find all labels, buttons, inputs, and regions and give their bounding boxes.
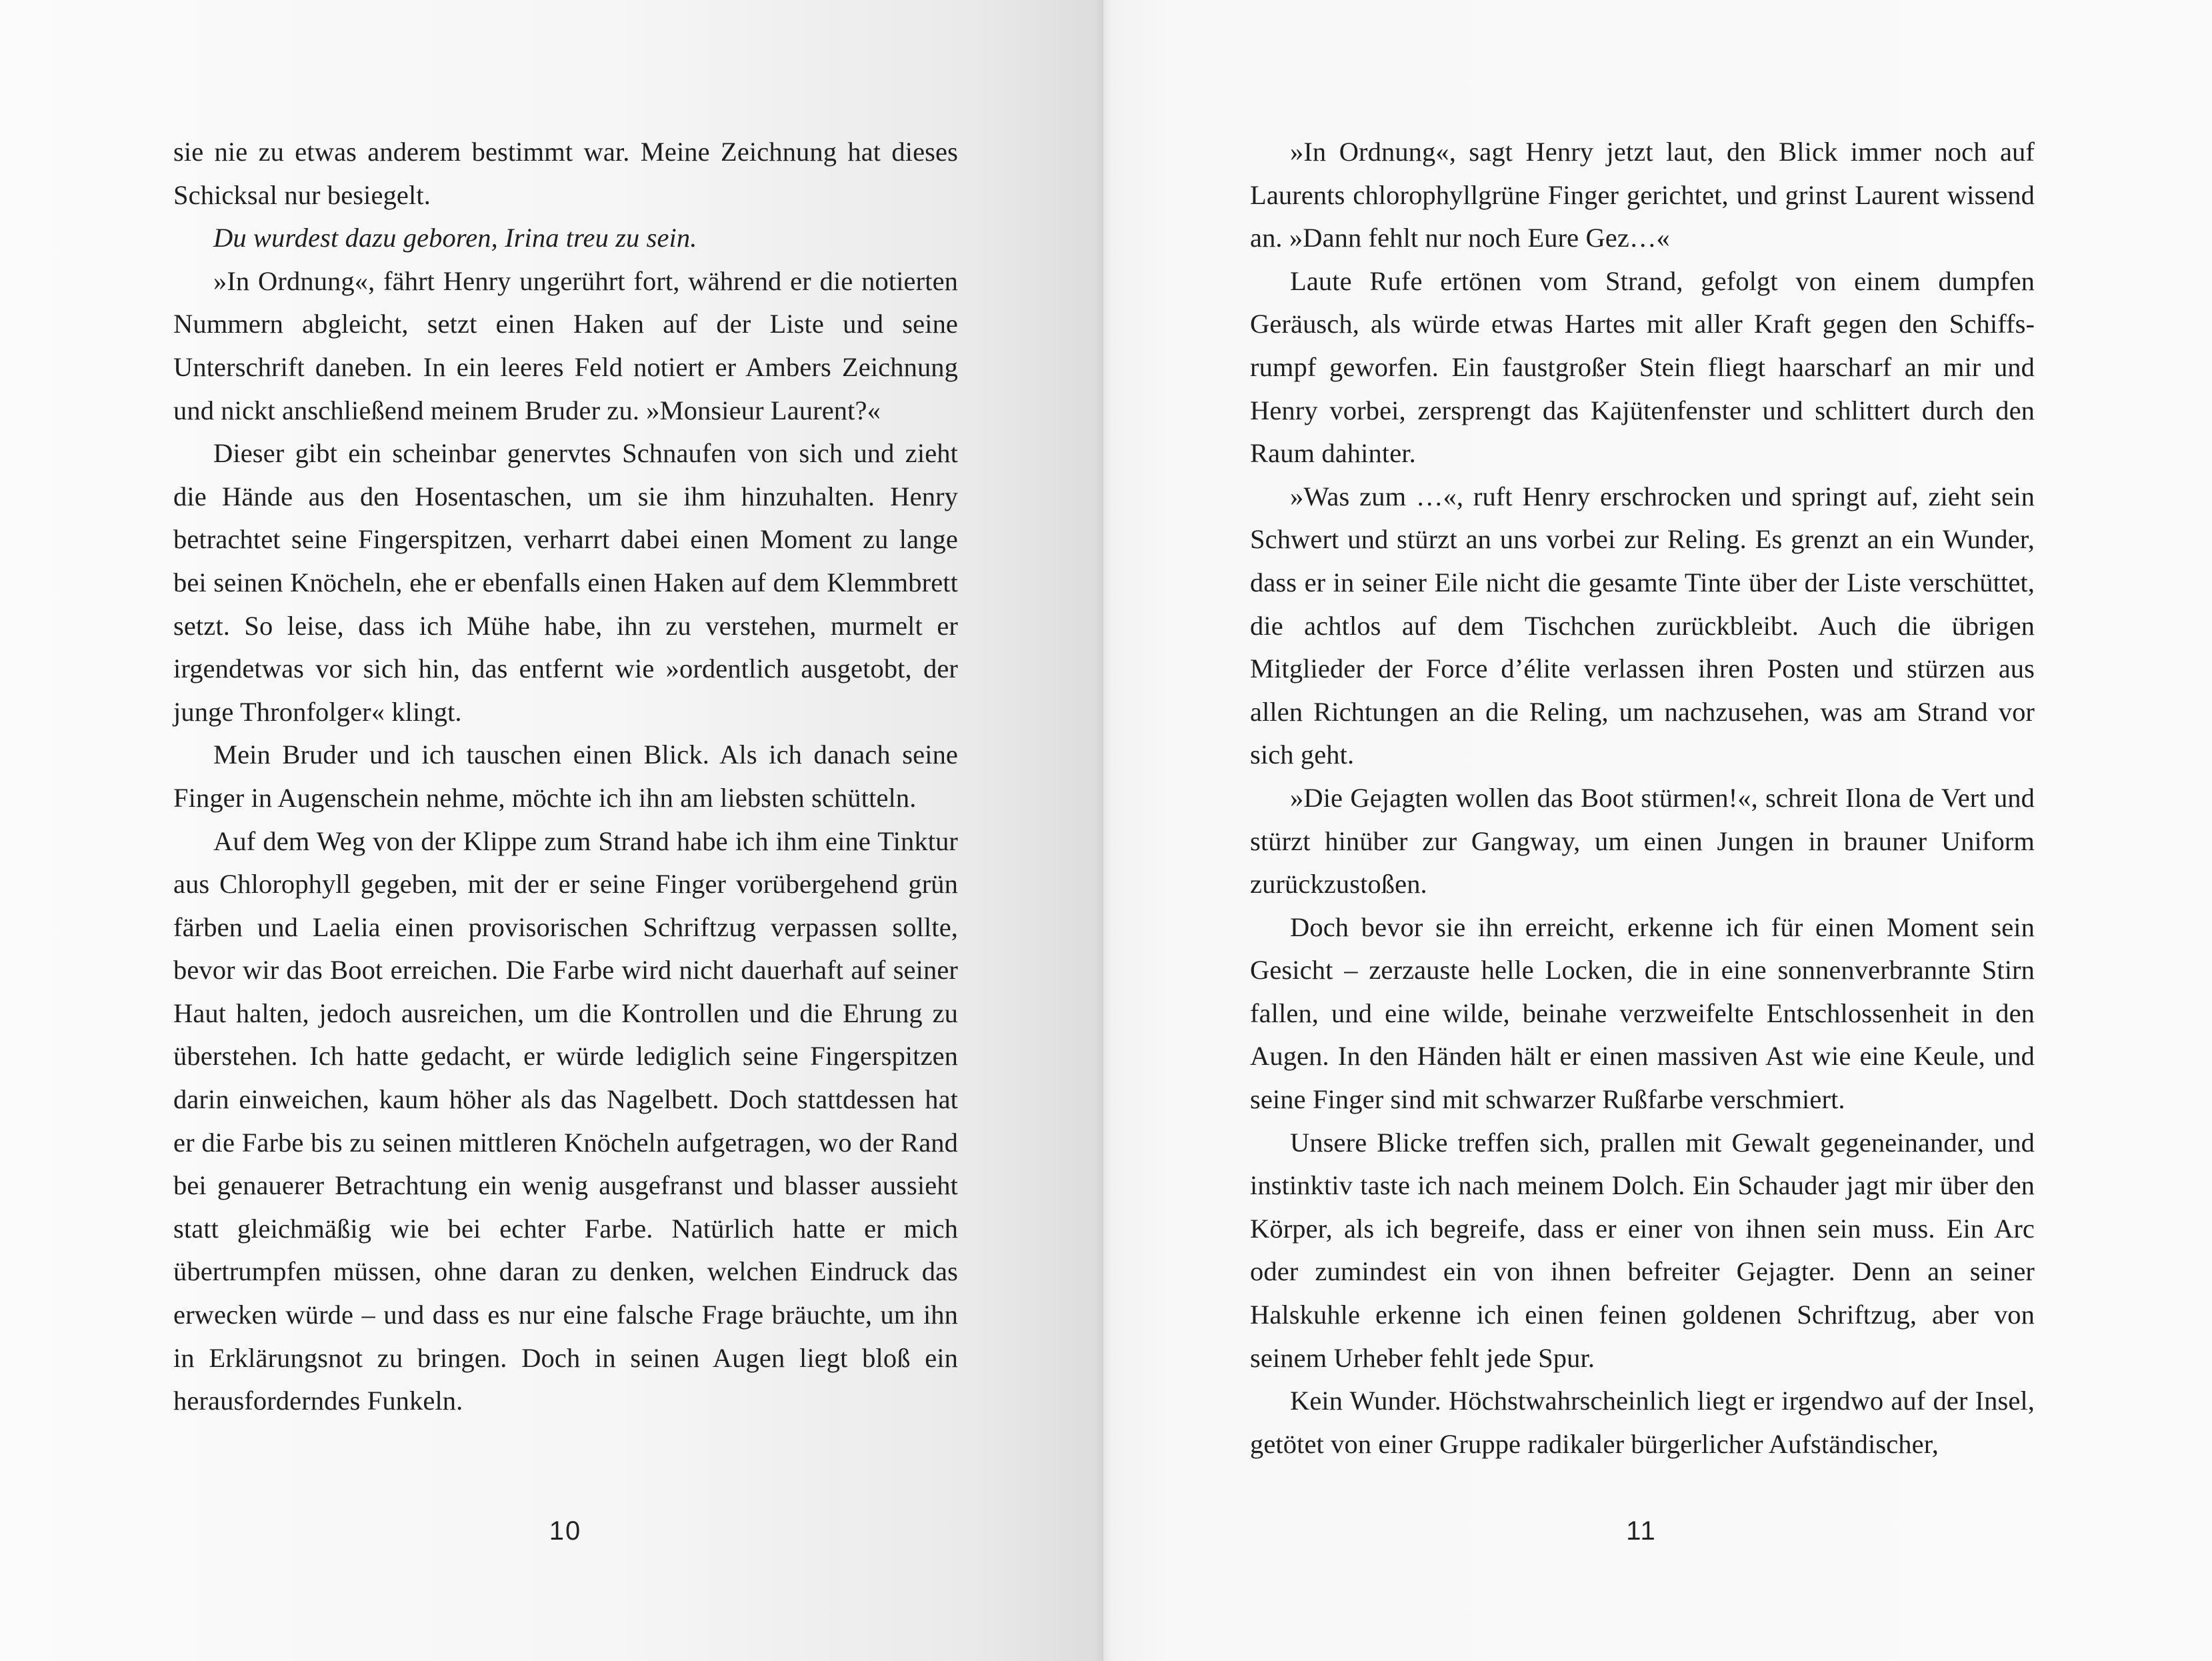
paragraph: »In Ordnung«, fährt Henry ungerührt fort, während er die notierten Nummern abgleicht, setzt einen Haken auf der Liste und seine Unterschrift daneben. In ein leeres Feld notiert er Ambers Zeichnung und nickt anschließend meinem Bruder zu. »Monsieur Laurent?« bbox=[173, 265, 958, 425]
paragraph: Dieser gibt ein scheinbar genervtes Schnaufen von sich und zieht die Hände aus den Hosentaschen, um sie ihm hinzuhalten. Henry betrachtet seine Fingerspitzen, verharrt dabei einen Moment zu lange bei seinen Knöcheln, ehe er ebenfalls einen Haken auf dem Klemmbrett setzt. So leise, dass ich Mühe habe, ihn zu verstehen, murmelt er irgendetwas vor sich hin, das entfernt wie »ordentlich ausgetobt, der junge Thronfolger« klingt. bbox=[173, 438, 958, 727]
paragraph-italic: Du wurdest dazu geboren, Irina treu zu sein. bbox=[213, 223, 697, 253]
paragraph: Unsere Blicke treffen sich, prallen mit Gewalt gegeneinander, und instinktiv taste ich nach meinem Dolch. Ein Schauder jagt mir über den Körper, als ich begreife, dass er einer von ihnen sein muss. Ein Arc oder zumindest ein von ihnen befreiter Gejagter. Denn an seiner Halskuhle erkenne ich einen feinen goldenen Schriftzug, aber von seinem Urheber fehlt jede Spur. bbox=[1250, 1127, 2035, 1373]
paragraph: Auf dem Weg von der Klippe zum Strand habe ich ihm eine Tinktur aus Chlorophyll gegeben, mit der er seine Finger vorübergehend grün färben und Laelia einen provisorischen Schriftzug verpassen sollte, bevor wir das Boot erreichen. Die Farbe wird nicht dauerhaft auf seiner Haut halten, jedoch ausreichen, um die Kontrollen und die Ehrung zu überstehen. Ich hatte gedacht, er würde lediglich seine Fingerspitzen darin einweichen, kaum höher als das Nagelbett. Doch stattdessen hat er die Farbe bis zu seinen mittleren Knöcheln aufgetragen, wo der Rand bei genauerer Betrachtung ein wenig ausgefranst und blasser aussieht statt gleichmäßig wie bei echter Farbe. Natürlich hatte er mich übertrumpfen müssen, ohne daran zu denken, welchen Eindruck das erwecken würde – und dass es nur eine falsche Frage bräuchte, um ihn in Erklärungsnot zu bringen. Doch in seinen Augen liegt bloß ein herausforderndes Funkeln. bbox=[173, 825, 958, 1416]
paragraph: sie nie zu etwas anderem bestimmt war. Meine Zeichnung hat dieses Schicksal nur besiegelt. bbox=[173, 137, 958, 210]
page-number: 10 bbox=[549, 1516, 582, 1546]
paragraph: Kein Wunder. Höchstwahrscheinlich liegt er irgendwo auf der Insel, getötet von einer Gruppe radikaler bürgerlicher Aufständischer, bbox=[1250, 1386, 2035, 1459]
paragraph: Mein Bruder und ich tauschen einen Blick. Als ich danach seine Finger in Augenschein nehme, möchte ich ihn am liebsten schütteln. bbox=[173, 739, 958, 813]
paragraph: »In Ordnung«, sagt Henry jetzt laut, den Blick immer noch auf Laurents chlorophyllgrüne Finger gerichtet, und grinst Laurent wissend an. »Dann fehlt nur noch Eure Gez…« bbox=[1250, 137, 2035, 253]
paragraph: Doch bevor sie ihn erreicht, erkenne ich für einen Moment sein Gesicht – zerzauste helle Locken, die in eine sonnenverbrannte Stirn fallen, und eine wilde, beinahe verzweifelte Entschlossenheit in den Augen. In den Händen hält er einen massiven Ast wie eine Keule, und seine Finger sind mit schwarzer Rußfarbe verschmiert. bbox=[1250, 912, 2035, 1115]
book-gutter-shadow bbox=[1095, 0, 1112, 1661]
paragraph: »Was zum …«, ruft Henry erschrocken und springt auf, zieht sein Schwert und stürzt an uns vorbei zur Reling. Es grenzt an ein Wunder, dass er in seiner Eile nicht die gesamte Tinte über der Liste verschüttet, die achtlos auf dem Tischchen zurückbleibt. Auch die übrigen Mitglieder der Force d’élite verlassen ihren Posten und stürzen aus allen Richtungen an die Reling, um nachzusehen, was am Strand vor sich geht. bbox=[1250, 481, 2035, 770]
left-page-text bbox=[173, 131, 958, 1423]
paragraph: Laute Rufe ertönen vom Strand, gefolgt von einem dumpfen Geräusch, als würde etwas Hartes mit aller Kraft gegen den Schiffsrumpf geworfen. Ein faustgroßer Stein fliegt haarscharf an mir und Henry vorbei, zersprengt das Kajütenfenster und schlittert durch den Raum dahinter. bbox=[1250, 265, 2035, 469]
right-page-text bbox=[1250, 131, 2035, 1466]
right-page bbox=[1103, 0, 2212, 1661]
page-number: 11 bbox=[1626, 1516, 1657, 1546]
paragraph: »Die Gejagten wollen das Boot stürmen!«, schreit Ilona de Vert und stürzt hinüber zur Gangway, um einen Jungen in brauner Uniform zurückzustoßen. bbox=[1250, 782, 2035, 900]
left-page bbox=[0, 0, 1103, 1661]
